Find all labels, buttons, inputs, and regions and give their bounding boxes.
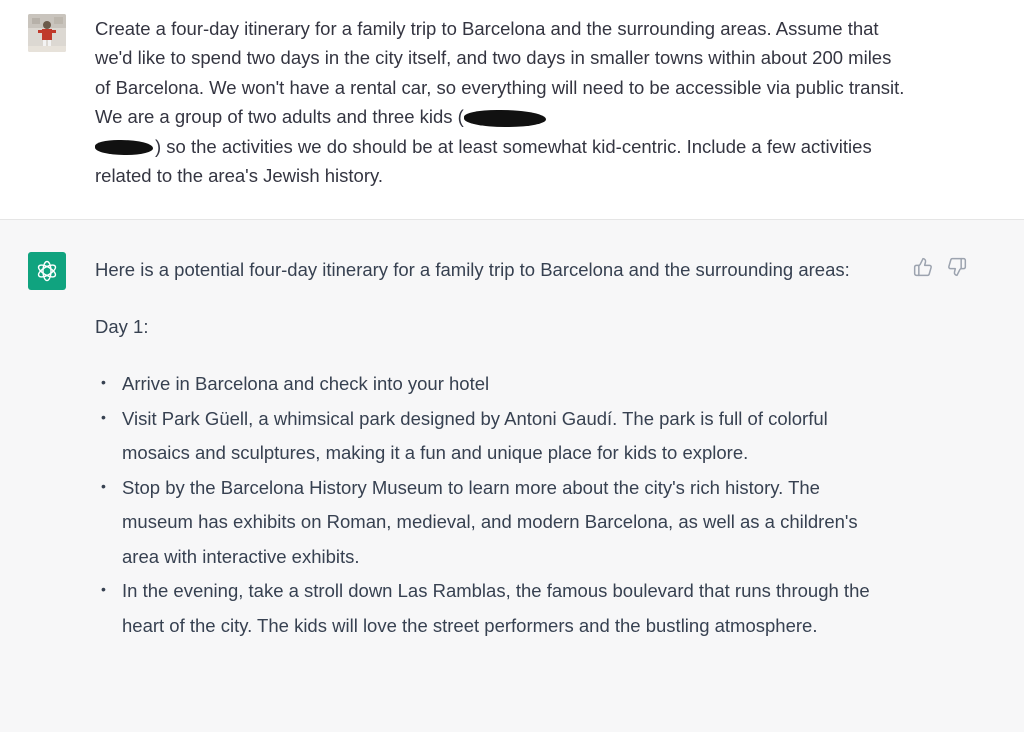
list-item-text: Visit Park Güell, a whimsical park designed by Antoni Gaudí. The park is full of colorful mosaics and sculptures, making it a fun and unique place for kids to explore. (122, 407, 828, 463)
list-item (95, 402, 895, 471)
list-item-text: In the evening, take a stroll down Las Ramblas, the famous boulevard that runs through the heart of the city. The kids will love the street performers and the bustling atmosphere. (122, 580, 870, 636)
itinerary-list (95, 367, 895, 643)
bullet-dot: • (101, 581, 106, 597)
assistant-message-content (95, 253, 895, 643)
bullet-dot: • (101, 374, 106, 390)
user-message-text (95, 14, 905, 190)
assistant-intro: Here is a potential four-day itinerary for a family trip to Barcelona and the surrounding areas: (95, 259, 850, 280)
list-item (95, 471, 895, 575)
user-text-part-1: Create a four-day itinerary for a family trip to Barcelona and the surrounding areas. Assume that we'd like to spend two days in the city itself, and two days in smaller towns within about 200 miles of Barcelona. We won't have a rental car, so everything will need to be accessible via public transit. We are a group of two adults and three kids ( (95, 18, 905, 128)
redaction-mark (95, 140, 153, 155)
user-text-part-2: ) so the activities we do should be at least somewhat kid-centric. Include a few activities related to the area's Jewish history. (95, 135, 872, 187)
user-message (0, 0, 1024, 220)
list-item (95, 574, 895, 643)
bullet-dot: • (101, 477, 106, 494)
day-heading: Day 1: (95, 316, 149, 337)
thumbs-up-icon[interactable] (912, 256, 934, 278)
openai-logo-icon (28, 252, 66, 290)
redaction-mark (464, 110, 546, 127)
list-item (95, 367, 895, 402)
list-item-text: Stop by the Barcelona History Museum to learn more about the city's rich history. The museum has exhibits on Roman, medieval, and modern Barcelona, as well as a children's area with interactive exhibits. (122, 476, 858, 567)
bullet-dot: • (101, 408, 106, 425)
list-item-text: Arrive in Barcelona and check into your hotel (122, 373, 490, 394)
user-avatar (28, 14, 66, 52)
assistant-message (0, 220, 1024, 732)
thumbs-down-icon[interactable] (946, 256, 968, 278)
